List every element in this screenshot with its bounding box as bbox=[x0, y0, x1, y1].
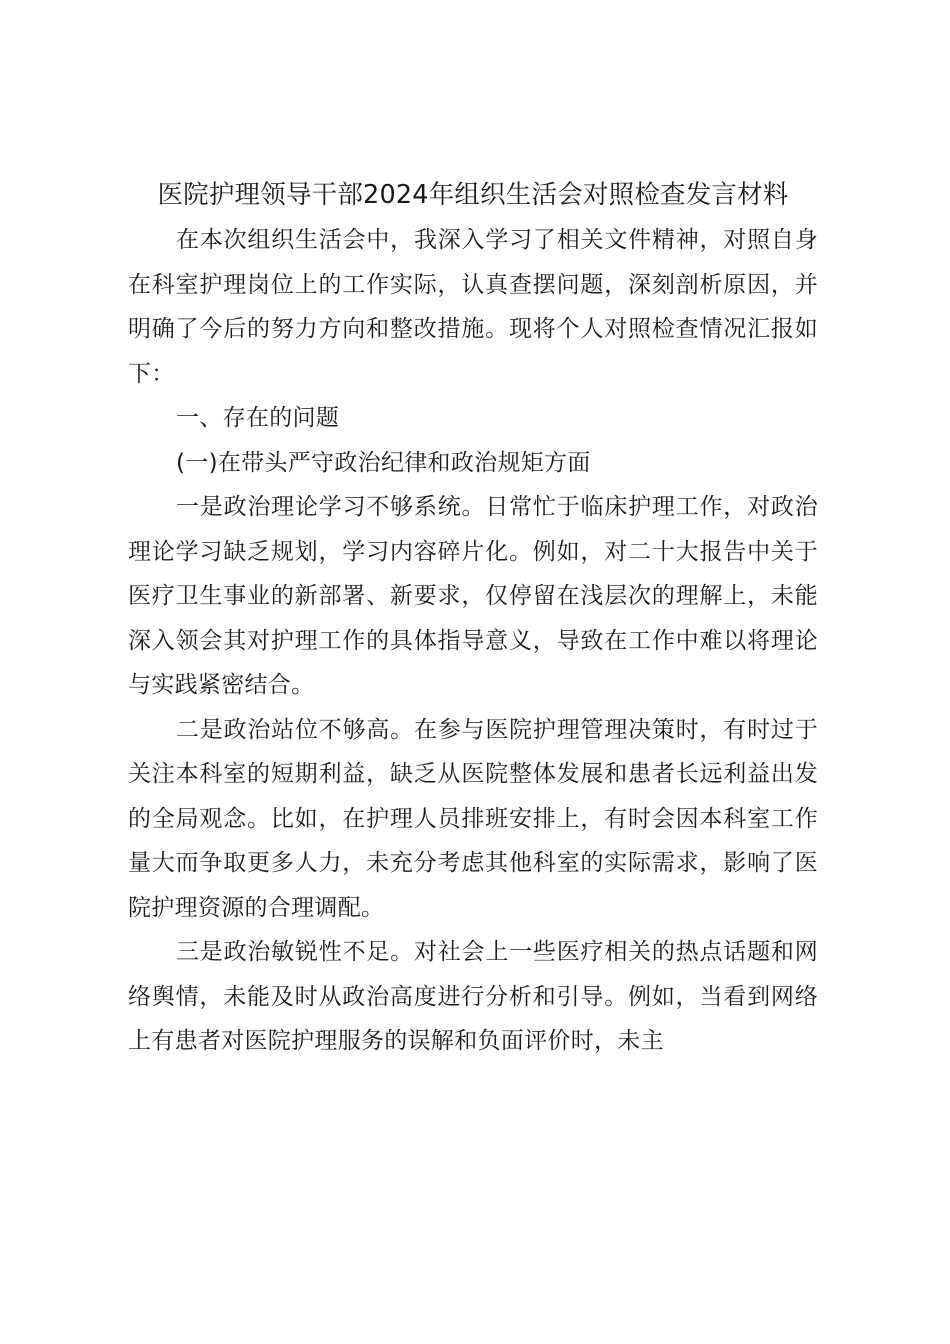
document-title: 医院护理领导干部2024年组织生活会对照检查发言材料 bbox=[157, 180, 789, 210]
body-paragraph-3: 三是政治敏锐性不足。对社会上一些医疗相关的热点话题和网络舆情，未能及时从政治高度进行分析和引导。例如，当看到网络上有患者对医院护理服务的误解和负面评价时，未主 bbox=[128, 939, 818, 1054]
section-heading: 一、存在的问题 bbox=[176, 405, 340, 431]
body-paragraph-1: 一是政治理论学习不够系统。日常忙于临床护理工作，对政治理论学习缺乏规划，学习内容碎片化。例如，对二十大报告中关于医疗卫生事业的新部署、新要求，仅停留在浅层次的理解上，未能深入领会其对护理工作的具体指导意义，导致在工作中难以将理论与实践紧密结合。 bbox=[128, 494, 818, 698]
document-page bbox=[128, 172, 818, 1064]
subsection-heading: (一)在带头严守政治纪律和政治规矩方面 bbox=[176, 449, 591, 476]
intro-paragraph: 在本次组织生活会中，我深入学习了相关文件精神，对照自身在科室护理岗位上的工作实际，认真查摆问题，深刻剖析原因，并明确了今后的努力方向和整改措施。现将个人对照检查情况汇报如下： bbox=[128, 227, 818, 387]
body-paragraph-2: 二是政治站位不够高。在参与医院护理管理决策时，有时过于关注本科室的短期利益，缺乏从医院整体发展和患者长远利益出发的全局观念。比如，在护理人员排班安排上，有时会因本科室工作量大而争取更多人力，未充分考虑其他科室的实际需求，影响了医院护理资源的合理调配。 bbox=[128, 716, 818, 921]
